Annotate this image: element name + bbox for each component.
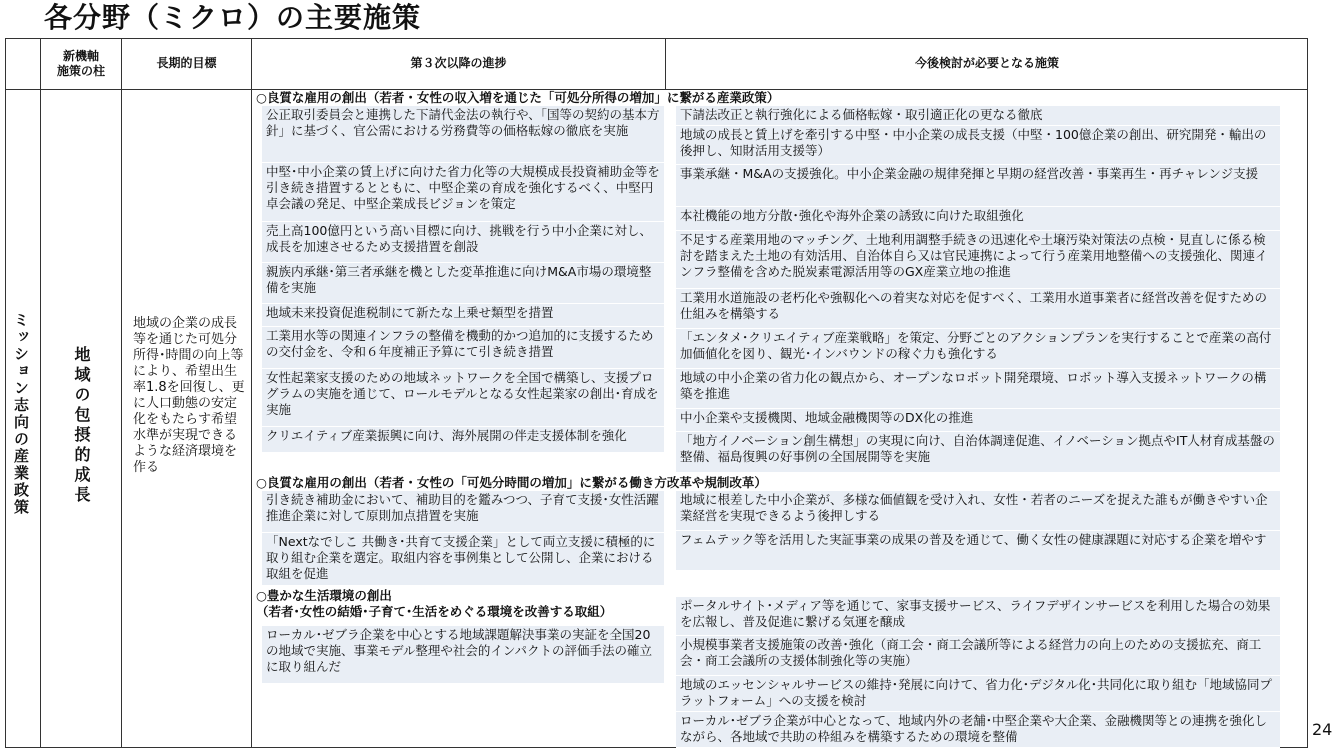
- future-item: 「地方イノベーション創生構想」の実現に向け、自治体調達促進、イノベーション拠点やIT人材育成基盤の整備、福島復興の好事例の全国展開等を実施: [676, 432, 1280, 473]
- progress-item: 「Nextなでしこ 共働き･共育て支援企業」として両立支援に積極的に取り組む企業を選定。取組内容を事例集として公開し、企業における取組を促進: [262, 533, 664, 586]
- long-term-goal: 地域の企業の成長等を通じた可処分所得･時間の向上等により、希望出生率1.8を回復し、更に人口動態の安定化をもたらす希望水準が実現できるような経済環境を作る: [133, 316, 245, 475]
- section-heading: ○良質な雇用の創出（若者・女性の収入増を通じた「可処分所得の増加」に繋がる産業政策）: [256, 90, 780, 105]
- pillar-label: 地域の包摂的成長: [72, 346, 91, 506]
- future-item: 不足する産業用地のマッチング、土地利用調整手続きの迅速化や土壌汚染対策法の点検・見直しに係る検討を踏まえた土地の有効活用、自治体自ら又は官民連携によって行う産業用地整備への支援強化、関連インフラ整備を含めた脱炭素電源活用等のGX産業立地の推進: [676, 231, 1280, 289]
- future-item: 本社機能の地方分散･強化や海外企業の誘致に向けた取組強化: [676, 207, 1280, 231]
- section-heading: ○豊かな生活環境の創出: [256, 588, 392, 603]
- page-title: 各分野（ミクロ）の主要施策: [44, 1, 422, 34]
- header-future: 今後検討が必要となる施策: [666, 38, 1308, 90]
- progress-item: 売上高100億円という高い目標に向け、挑戦を行う中小企業に対し、成長を加速させるため支援措置を創設: [262, 222, 664, 263]
- future-item: 「エンタメ･クリエイティブ産業戦略」を策定、分野ごとのアクションプランを実行することで産業の高付加価値化を図り、観光･インバウンドの稼ぐ力も強化する: [676, 329, 1280, 369]
- future-item: ローカル･ゼブラ企業が中心となって、地域内外の老舗･中堅企業や大企業、金融機関等との連携を強化しながら、各地域で共助の枠組みを構築するための環境を整備: [676, 712, 1280, 748]
- header-goal: 長期的目標: [122, 38, 252, 90]
- future-item: 地域の中小企業の省力化の観点から、オープンなロボット開発環境、ロボット導入支援ネットワークの構築を推進: [676, 369, 1280, 409]
- future-item: フェムテック等を活用した実証事業の成果の普及を通じて、働く女性の健康課題に対応する企業を増やす: [676, 531, 1280, 571]
- mission-label: ミッション志向の産業政策: [12, 312, 30, 516]
- progress-item: 地域未来投資促進税制にて新たな上乗せ類型を措置: [262, 304, 664, 327]
- future-item: 地域に根差した中小企業が、多様な価値観を受け入れ、女性・若者のニーズを捉えた誰もが働きやすい企業経営を実現できるよう後押しする: [676, 491, 1280, 531]
- future-item: 中小企業や支援機関、地域金融機関等のDX化の推進: [676, 409, 1280, 432]
- section-heading: ○良質な雇用の創出（若者・女性の「可処分時間の増加」に繋がる働き方改革や規制改革）: [256, 475, 767, 490]
- progress-item: ローカル･ゼブラ企業を中心とする地域課題解決事業の実証を全国20の地域で実施、事業モデル整理や社会的インパクトの評価手法の確立に取り組んだ: [262, 626, 664, 684]
- progress-item: 中堅･中小企業の賃上げに向けた省力化等の大規模成長投資補助金等を引き続き措置するとともに、中堅企業の育成を強化するべく、中堅円卓会議の発足、中堅企業成長ビジョンを策定: [262, 163, 664, 222]
- progress-item: 工業用水等の関連インフラの整備を機動的かつ追加的に支援するための交付金を、令和６年度補正予算にて引き続き措置: [262, 327, 664, 369]
- header-progress: 第３次以降の進捗: [252, 38, 666, 90]
- progress-item: 公正取引委員会と連携した下請代金法の執行や、「国等の契約の基本方針」に基づく、官公需における労務費等の価格転嫁の徹底を実施: [262, 106, 664, 163]
- future-item: 地域の成長と賃上げを牽引する中堅・中小企業の成長支援（中堅・100億企業の創出、研究開発・輸出の後押し、知財活用支援等）: [676, 126, 1280, 165]
- future-item: 事業承継・M&Aの支援強化。中小企業金融の規律発揮と早期の経営改善・事業再生・再チャレンジ支援: [676, 165, 1280, 207]
- future-item: ポータルサイト･メディア等を通じて、家事支援サービス、ライフデザインサービスを利用した場合の効果を広報し、普及促進に繋げる気運を醸成: [676, 597, 1280, 636]
- header-blank: [5, 38, 41, 90]
- header-pillar: 新機軸 施策の柱: [41, 38, 122, 90]
- future-item: 小規模事業者支援施策の改善･強化（商工会・商工会議所等による経営力の向上のための支援拡充、商工会・商工会議所の支援体制強化等の実施）: [676, 636, 1280, 676]
- page-number: 24: [1312, 720, 1333, 739]
- progress-item: 引き続き補助金において、補助目的を鑑みつつ、子育て支援･女性活躍推進企業に対して原則加点措置を実施: [262, 491, 664, 533]
- progress-item: 親族内承継･第三者承継を機とした変革推進に向けM&A市場の環境整備を実施: [262, 263, 664, 304]
- progress-item: クリエイティブ産業振興に向け、海外展開の伴走支援体制を強化: [262, 427, 664, 453]
- future-item: 工業用水道施設の老朽化や強靱化への着実な対応を促すべく、工業用水道事業者に経営改善を促すための仕組みを構築する: [676, 289, 1280, 329]
- future-item: 下請法改正と執行強化による価格転嫁・取引適正化の更なる徹底: [676, 106, 1280, 126]
- section-heading: （若者･女性の結婚･子育て･生活をめぐる環境を改善する取組）: [256, 604, 613, 619]
- progress-item: 女性起業家支援のための地域ネットワークを全国で構築し、支援プログラムの実施を通じて、ロールモデルとなる女性起業家の創出･育成を実施: [262, 369, 664, 427]
- future-item: 地域のエッセンシャルサービスの維持･発展に向けて、省力化･デジタル化･共同化に取り組む「地域協同プラットフォーム」への支援を検討: [676, 676, 1280, 712]
